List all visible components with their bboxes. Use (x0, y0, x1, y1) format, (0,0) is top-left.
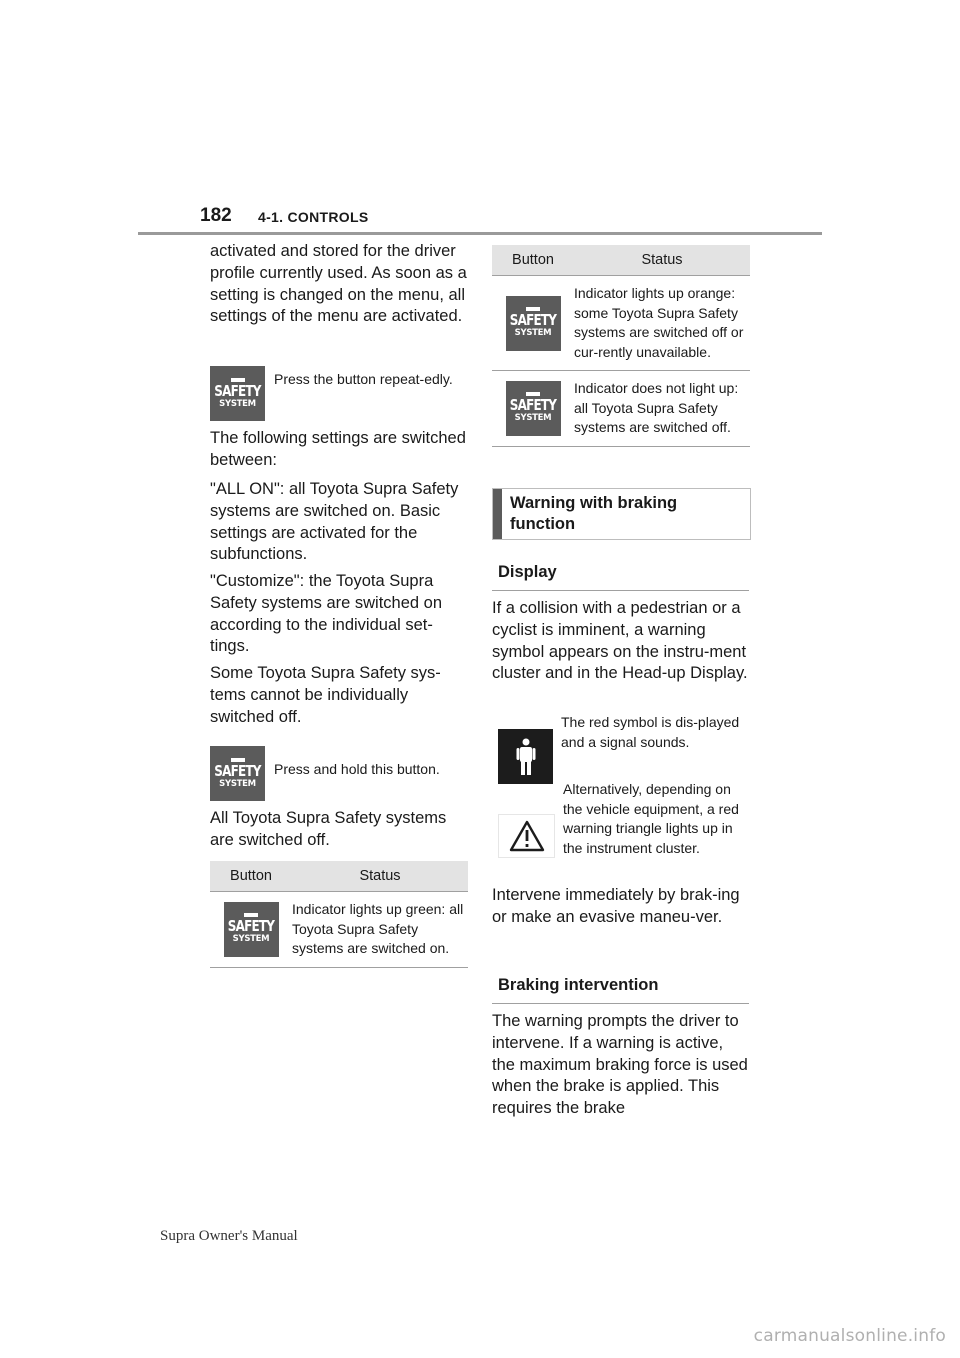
press-repeatedly-text: Press the button repeat-edly. (274, 371, 453, 387)
left-paragraph-3: "ALL ON": all Toyota Supra Safety systems are switched on. Basic settings are activated for the subfunctions. (210, 480, 459, 564)
table-row (492, 276, 750, 371)
watermark: carmanualsonline.info (753, 1326, 946, 1346)
left-status-table (210, 861, 468, 968)
right-status-table (492, 245, 750, 447)
safety-system-icon: SAFETY SYSTEM (506, 296, 561, 351)
pedestrian-warning-icon (498, 729, 553, 784)
heading-display: Display (492, 563, 749, 591)
press-hold-row (210, 746, 468, 801)
col-header-button: Button (492, 245, 574, 276)
heading-braking-intervention: Braking intervention (492, 976, 749, 1004)
left-paragraph-1: activated and stored for the driver profile currently used. As soon as a setting is changed on the menu, all settings of the menu are activated. (210, 242, 467, 326)
left-paragraph-5: Some Toyota Supra Safety sys-tems cannot be individually switched off. (210, 664, 441, 726)
safety-system-icon: SAFETY SYSTEM (210, 366, 265, 421)
col-header-status: Status (292, 861, 468, 892)
table-row (492, 371, 750, 447)
status-off-text: Indicator does not light up: all Toyota Supra Safety systems are switched off. (574, 371, 750, 447)
footer-manual-title: Supra Owner's Manual (160, 1228, 298, 1244)
left-paragraph-4: "Customize": the Toyota Supra Safety systems are switched on according to the individual set-tings. (210, 572, 443, 656)
status-green-text: Indicator lights up green: all Toyota Supra Safety systems are switched on. (292, 892, 468, 968)
col-header-button: Button (210, 861, 292, 892)
pedestrian-symbol-text: The red symbol is dis-played and a signal sounds. (561, 714, 740, 750)
header-rule (138, 232, 822, 235)
safety-system-icon: SAFETY SYSTEM (210, 746, 265, 801)
triangle-symbol-text: Alternatively, depending on the vehicle equipment, a red warning triangle lights up in the instrument cluster. (563, 781, 739, 856)
right-paragraph-3: The warning prompts the driver to intervene. If a warning is active, the maximum braking force is used when the brake is applied. This requires the brake (492, 1012, 748, 1118)
right-paragraph-1: If a collision with a pedestrian or a cyclist is imminent, a warning symbol appears on the instru-ment cluster and in the Head-up Display. (492, 599, 748, 683)
right-paragraph-2: Intervene immediately by brak-ing or make an evasive maneu-ver. (492, 886, 740, 926)
section-title: 4-1. CONTROLS (258, 209, 369, 225)
safety-system-icon: SAFETY SYSTEM (506, 381, 561, 436)
pedestrian-symbol-row (492, 713, 750, 784)
heading-warning-braking: Warning with braking function (492, 488, 751, 540)
press-hold-text: Press and hold this button. (274, 761, 440, 777)
status-orange-text: Indicator lights up orange: some Toyota Supra Safety systems are switched off or cur-rently unavailable. (574, 276, 750, 371)
left-paragraph-2: The following settings are switched between: (210, 429, 466, 469)
table-row (210, 892, 468, 968)
press-repeatedly-row (210, 366, 468, 421)
triangle-symbol-row (492, 780, 750, 858)
warning-triangle-icon (498, 814, 555, 858)
safety-system-icon: SAFETY SYSTEM (224, 902, 279, 957)
page-number: 182 (200, 205, 232, 226)
col-header-status: Status (574, 245, 750, 276)
left-paragraph-6: All Toyota Supra Safety systems are switched off. (210, 809, 447, 849)
